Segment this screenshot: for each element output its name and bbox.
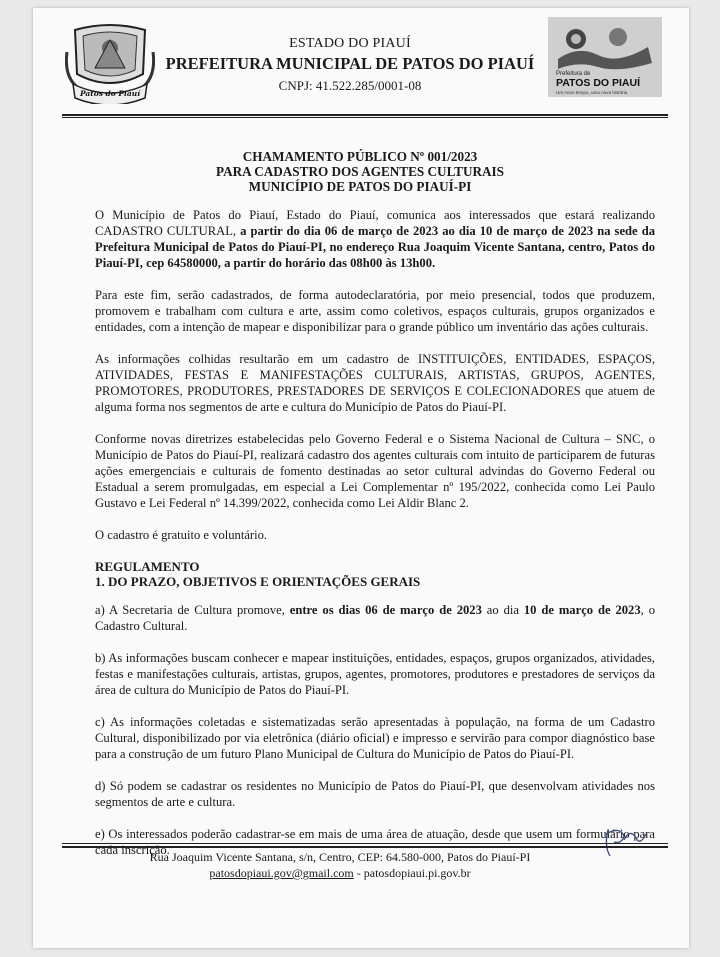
footer-email-link[interactable]: patosdopiaui.gov@gmail.com: [209, 866, 354, 880]
item-b: b) As informações buscam conhecer e mapear instituições, entidades, espaços, grupos organizados, atividades, festas e manifestações culturais, artistas, grupos, agentes, promotores, produtores e prestadores de serviços da área de cultura do Município de Patos do Piauí-PI.: [95, 651, 655, 697]
paragraph-free: O cadastro é gratuito e voluntário.: [95, 528, 268, 542]
item-c: c) As informações coletadas e sistematizadas serão apresentadas à população, na forma de um Cadastro Cultural, disponibilizado por via eletrônica (diário oficial) e impresso e servirão para compor diagnóstico base para a construção de um futuro Plano Municipal de Cultura do Município de Patos do Piauí-PI.: [95, 715, 655, 761]
footer-site: - patosdopiaui.pi.gov.br: [353, 866, 471, 880]
footer-divider-thin: [62, 843, 668, 844]
item-a-text-1: a) A Secretaria de Cultura promove,: [95, 603, 290, 617]
item-a-text-2: ao dia: [481, 603, 524, 617]
municipal-crest-icon: [65, 22, 155, 104]
letterhead: [160, 36, 540, 94]
paragraph-guidelines: Conforme novas diretrizes estabelecidas pelo Governo Federal e o Sistema Nacional de Cultura – SNC, o Município de Patos do Piauí-PI, realizará cadastro dos agentes culturais com intuito de participarem de futuras ações emergenciais e culturais de fomento destinadas ao setor cultural advindas do Governo Federal ou Estadual a serem promulgadas, em especial a Lei Complementar nº 195/2022, conhecida como Lei Paulo Gustavo e Lei Federal nº 14.399/2022, conhecida como Lei Aldir Blanc 2.: [95, 432, 655, 510]
document-body: [95, 207, 655, 874]
paragraph-intro: [95, 207, 655, 271]
item-d: d) Só podem se cadastrar os residentes no Município de Patos do Piauí-PI, que desenvolvam atividades nos segmentos de arte e cultura.: [95, 779, 655, 809]
prefecture-logo-icon: [548, 17, 662, 97]
item-e: e) Os interessados poderão cadastrar-se em mais de uma área de atuação, desde que usem um formulário para cada inscrição.: [95, 827, 655, 857]
logo-name-text: PATOS DO PIAUÍ: [556, 77, 641, 89]
footer: [110, 849, 570, 881]
title-line-1: CHAMAMENTO PÚBLICO Nº 001/2023: [242, 149, 478, 164]
section-heading: [95, 559, 655, 589]
title-line-3: MUNICÍPIO DE PATOS DO PIAUÍ-PI: [248, 179, 472, 194]
item-a-date-end: 10 de março de 2023: [523, 603, 641, 617]
footer-divider: [62, 846, 668, 848]
footer-contact: [110, 865, 570, 881]
title-line-2: PARA CADASTRO DOS AGENTES CULTURAIS: [216, 164, 504, 179]
footer-address: Rua Joaquim Vicente Santana, s/n, Centro, CEP: 64.580-000, Patos do Piauí-PI: [149, 850, 531, 864]
logo-small-text: Prefeitura de: [556, 71, 591, 77]
item-a-date-start: entre os dias 06 de março de 2023: [289, 603, 482, 617]
header-divider-thin: [62, 117, 668, 118]
intro-text: O Município de Patos do Piauí, Estado do Piauí, comunica aos interessados que estará realizando CADASTRO CULTURAL,: [95, 208, 655, 238]
header-divider: [62, 114, 668, 116]
regulation-title: REGULAMENTO: [95, 559, 200, 574]
cnpj-number: CNPJ: 41.522.285/0001-08: [278, 78, 422, 93]
signature-icon: [600, 822, 650, 862]
crest-label: Patos do Piauí: [79, 89, 141, 98]
paragraph-information: As informações colhidas resultarão em um cadastro de INSTITUIÇÕES, ENTIDADES, ESPAÇOS, ATIVIDADES, FESTAS E MANIFESTAÇÕES CULTURAIS, ARTISTAS, GRUPOS, AGENTES, PROMOTORES, PRODUTORES, PRESTADORES DE SERVIÇOS E COLECIONADORES que atuem de alguma forma nos segmentos de arte e cultura do Município de Patos do Piauí-PI.: [95, 352, 655, 414]
section-1-title: 1. DO PRAZO, OBJETIVOS E ORIENTAÇÕES GERAIS: [95, 574, 421, 589]
logo-tagline-text: Um novo tempo, uma nova história: [556, 90, 628, 95]
intro-bold-text: a partir do dia 06 de março de 2023 ao dia 10 de março de 2023 na sede da Prefeitura Municipal de Patos do Piauí-PI, no endereço Rua Joaquim Vicente Santana, centro, Patos do Piauí-PI, cep 64580000, a partir do horário das 08h00 às 13h00.: [95, 224, 655, 270]
item-a: [95, 602, 655, 634]
paragraph-purpose: Para este fim, serão cadastrados, de forma autodeclaratória, por meio presencial, todos que produzem, promovem e trabalham com cultura e arte, assim como coletivos, espaços culturais, grupos organizados e entidades, com a intenção de mapear e disponibilizar para o grande público um inventário das ações culturais.: [95, 288, 655, 334]
prefecture-name: PREFEITURA MUNICIPAL DE PATOS DO PIAUÍ: [165, 54, 535, 73]
document-title: [120, 149, 600, 194]
item-a-text-3: , o Cadastro Cultural.: [95, 603, 655, 633]
state-name: ESTADO DO PIAUÍ: [289, 36, 411, 51]
